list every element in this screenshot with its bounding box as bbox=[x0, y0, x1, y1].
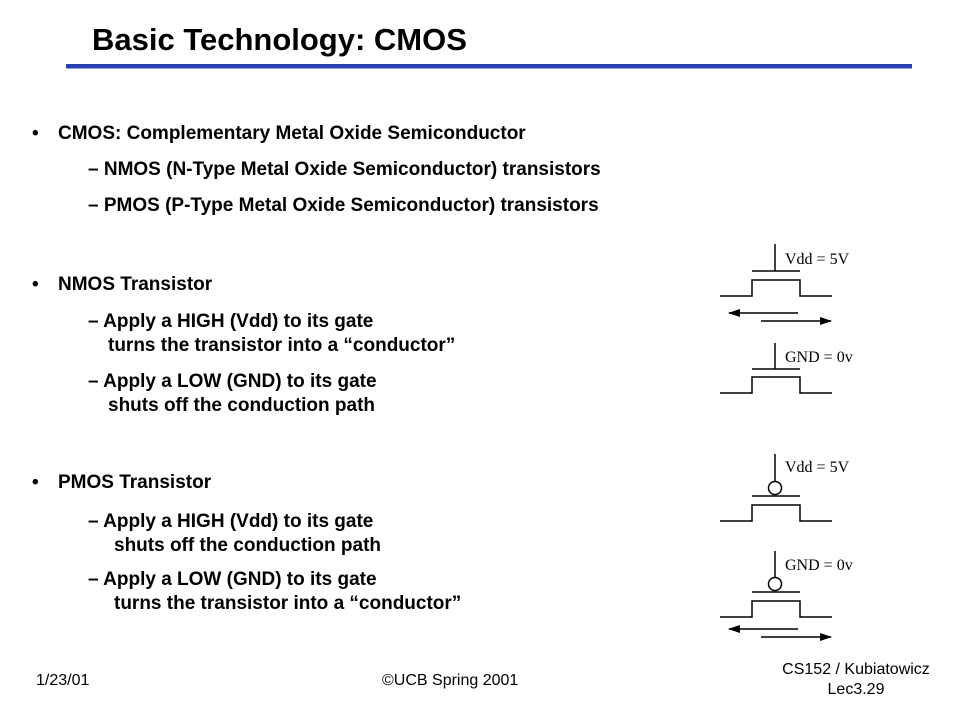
nmos-low-line2: shuts off the conduction path bbox=[108, 395, 376, 416]
pmos-high-line2: shuts off the conduction path bbox=[114, 535, 382, 556]
nmos-low-label: GND = 0v bbox=[785, 349, 853, 366]
bullet-dot: • bbox=[32, 472, 39, 493]
footer-course bbox=[776, 660, 936, 700]
bullet-dot: • bbox=[32, 123, 39, 144]
pmos-low-label: GND = 0v bbox=[785, 557, 853, 574]
cmos-item-nmos: – NMOS (N-Type Metal Oxide Semiconductor) transistors bbox=[88, 159, 601, 180]
nmos-low-line1: – Apply a LOW (GND) to its gate bbox=[88, 371, 377, 392]
footer-course-name: CS152 / Kubiatowicz bbox=[782, 661, 930, 678]
bullet-dot: • bbox=[32, 274, 39, 295]
nmos-high-line1: – Apply a HIGH (Vdd) to its gate bbox=[88, 311, 374, 332]
nmos-high-label: Vdd = 5V bbox=[785, 251, 850, 268]
nmos-high-line2: turns the transistor into a “conductor” bbox=[108, 335, 456, 356]
slide-title: Basic Technology: CMOS bbox=[92, 22, 467, 57]
footer-copyright: ©UCB Spring 2001 bbox=[382, 672, 519, 689]
footer-lecture-number: Lec3.29 bbox=[827, 681, 885, 698]
pmos-heading: PMOS Transistor bbox=[58, 472, 212, 493]
pmos-high-label: Vdd = 5V bbox=[785, 459, 850, 476]
pmos-low-line1: – Apply a LOW (GND) to its gate bbox=[88, 569, 377, 590]
cmos-heading: CMOS: Complementary Metal Oxide Semiconductor bbox=[58, 123, 526, 144]
nmos-heading: NMOS Transistor bbox=[58, 274, 213, 295]
footer-date: 1/23/01 bbox=[36, 672, 90, 689]
cmos-item-pmos: – PMOS (P-Type Metal Oxide Semiconductor) transistors bbox=[88, 195, 599, 216]
pmos-low-line2: turns the transistor into a “conductor” bbox=[114, 593, 462, 614]
pmos-high-line1: – Apply a HIGH (Vdd) to its gate bbox=[88, 511, 374, 532]
